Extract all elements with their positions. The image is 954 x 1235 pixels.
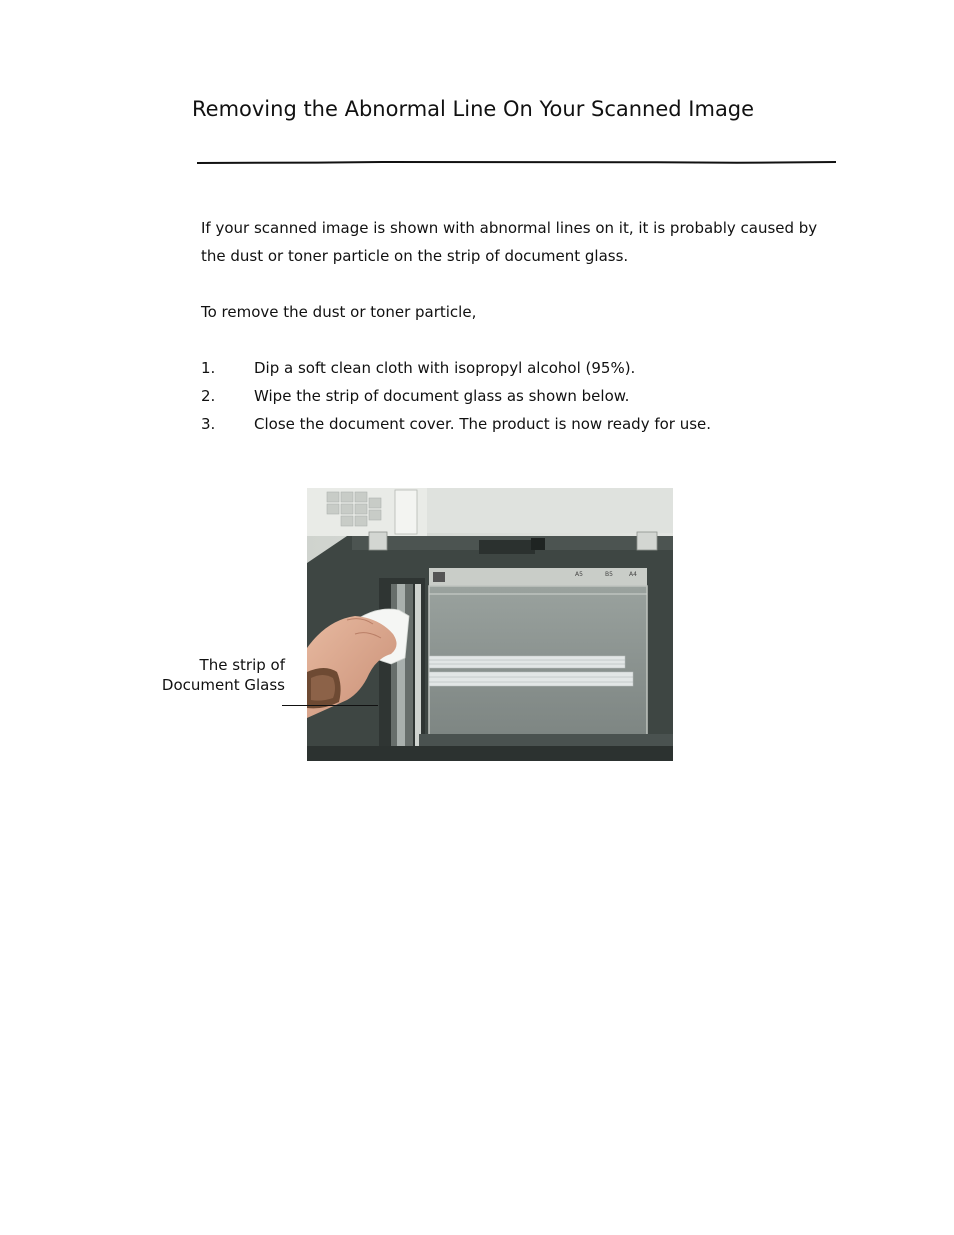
- step-text: Wipe the strip of document glass as shown below.: [254, 387, 630, 405]
- step-text: Dip a soft clean cloth with isopropyl alcohol (95%).: [254, 359, 636, 377]
- lead-in-text: To remove the dust or toner particle,: [201, 303, 477, 321]
- title-divider: [197, 160, 836, 165]
- callout-line-2: Document Glass: [161, 676, 285, 694]
- intro-line-1: If your scanned image is shown with abnormal lines on it, it is probably caused by: [201, 219, 818, 237]
- step-number: 1.: [201, 359, 216, 377]
- size-mark-a5: A5: [575, 571, 583, 578]
- scanner-photo: [307, 488, 673, 761]
- callout-leader-line: [282, 705, 378, 706]
- step-number: 3.: [201, 415, 216, 433]
- list-item: [201, 410, 711, 438]
- callout-line-1: The strip of: [199, 656, 285, 674]
- scanner-illustration: [307, 488, 673, 761]
- list-item: [201, 354, 711, 382]
- list-item: [201, 382, 711, 410]
- size-mark-a4: A4: [629, 571, 637, 578]
- callout-label: [162, 655, 285, 695]
- step-text: Close the document cover. The product is now ready for use.: [254, 415, 712, 433]
- page-title: Removing the Abnormal Line On Your Scanned Image: [192, 97, 755, 121]
- size-mark-b5: B5: [605, 571, 613, 578]
- step-number: 2.: [201, 387, 216, 405]
- steps-list: [201, 354, 711, 438]
- intro-line-2: the dust or toner particle on the strip of document glass.: [201, 247, 629, 265]
- intro-paragraph: [201, 214, 817, 270]
